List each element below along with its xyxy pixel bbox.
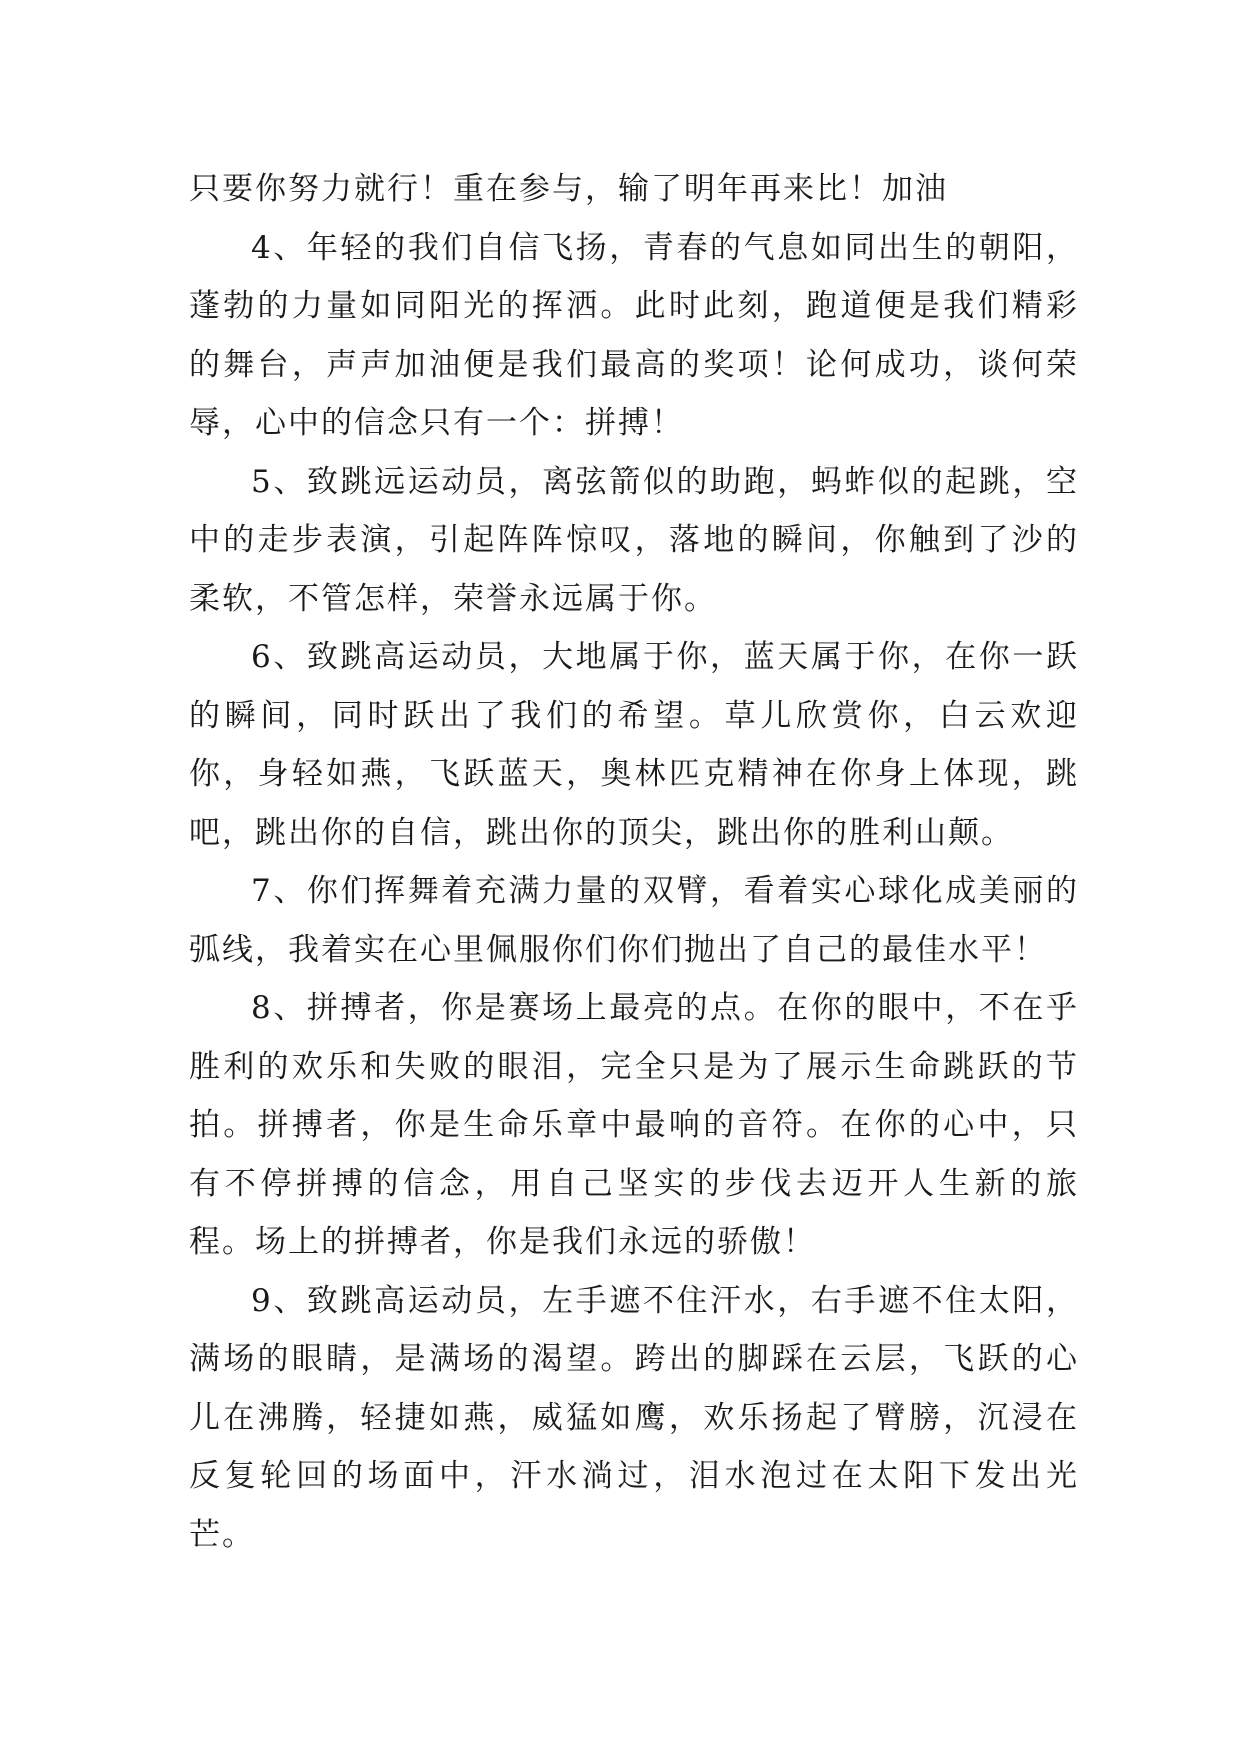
paragraph-6: 6、致跳高运动员，大地属于你，蓝天属于你，在你一跃的瞬间，同时跃出了我们的希望。草儿欣赏你，白云欢迎你，身轻如燕，飞跃蓝天，奥林匹克精神在你身上体现，跳吧，跳出你的自信，跳出你的顶尖，跳出你的胜利山颠。 xyxy=(189,639,1079,851)
paragraph-9: 9、致跳高运动员，左手遮不住汗水，右手遮不住太阳，满场的眼睛，是满场的渴望。跨出的脚踩在云层，飞跃的心儿在沸腾，轻捷如燕，威猛如鹰，欢乐扬起了臂膀，沉浸在反复轮回的场面中，汗水淌过，泪水泡过在太阳下发出光芒。 xyxy=(189,1282,1079,1553)
paragraph-5: 5、致跳远运动员，离弦箭似的助跑，蚂蚱似的起跳，空中的走步表演，引起阵阵惊叹，落地的瞬间，你触到了沙的柔软，不管怎样，荣誉永远属于你。 xyxy=(189,463,1079,617)
paragraph-8: 8、拼搏者，你是赛场上最亮的点。在你的眼中，不在乎胜利的欢乐和失败的眼泪，完全只是为了展示生命跳跃的节拍。拼搏者，你是生命乐章中最响的音符。在你的心中，只有不停拼搏的信念，用自己坚实的步伐去迈开人生新的旅程。场上的拼搏者，你是我们永远的骄傲！ xyxy=(189,990,1079,1260)
document-body xyxy=(189,160,1079,1564)
paragraph-continued: 只要你努力就行！重在参与，输了明年再来比！加油 xyxy=(189,171,948,207)
paragraph-4: 4、年轻的我们自信飞扬，青春的气息如同出生的朝阳，蓬勃的力量如同阳光的挥洒。此时此刻，跑道便是我们精彩的舞台，声声加油便是我们最高的奖项！论何成功，谈何荣辱，心中的信念只有一个：拼搏！ xyxy=(189,229,1079,441)
paragraph-7: 7、你们挥舞着充满力量的双臂，看着实心球化成美丽的弧线，我着实在心里佩服你们你们抛出了自己的最佳水平！ xyxy=(189,873,1079,968)
